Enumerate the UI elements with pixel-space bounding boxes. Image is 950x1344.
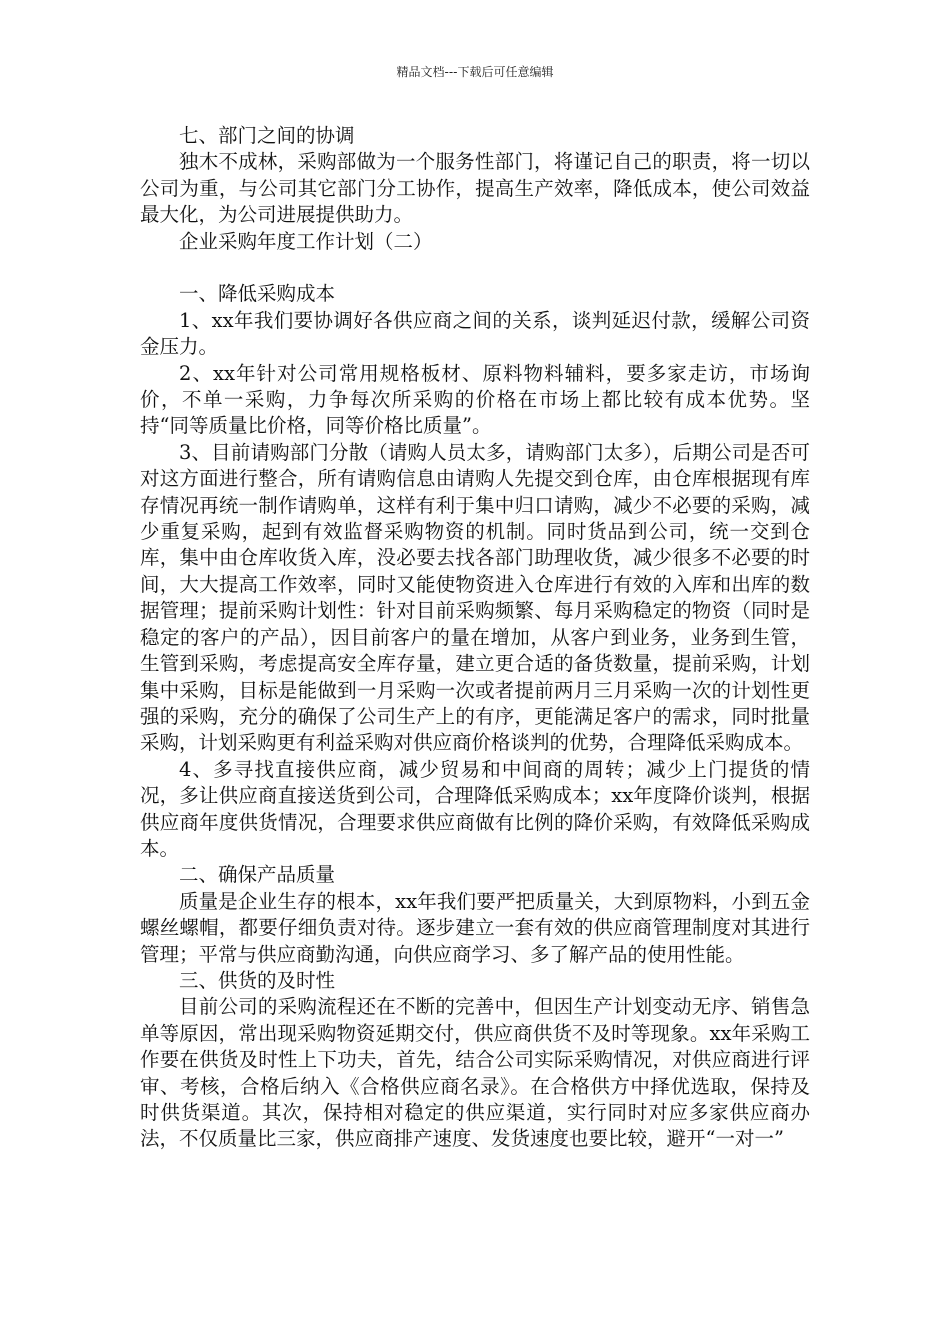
body-paragraph: 目前公司的采购流程还在不断的完善中，但因生产计划变动无序、销售急单等原因，常出现采购物资延期交付，供应商供货不及时等现象。xx年采购工作要在供货及时性上下功夫，首先，结合公司实际采购情况，对供应商进行评审、考核，合格后纳入《合格供应商名录》。在合格供方中择优选取，保持及时供货渠道。其次，保持相对稳定的供应渠道，实行同时对应多家供应商办法，不仅质量比三家，供应商排产速度、发货速度也要比较，避开“一对一” (140, 995, 810, 1151)
section-heading: 一、降低采购成本 (179, 282, 336, 306)
body-paragraph: 1、xx年我们要协调好各供应商之间的关系，谈判延迟付款，缓解公司资金压力。 (140, 308, 810, 359)
body-paragraph: 2、xx年针对公司常用规格板材、原料物料辅料，要多家走访，市场询价，不单一采购，力争每次所采购的价格在市场上都比较有成本优势。坚持“同等质量比价格，同等价格比质量”。 (140, 361, 810, 438)
blank-line (140, 255, 810, 281)
body-paragraph: 质量是企业生存的根本，xx年我们要严把质量关，大到原物料，小到五金螺丝螺帽，都要仔细负责对待。逐步建立一套有效的供应商管理制度对其进行管理；平常与供应商勤沟通，向供应商学习、多了解产品的使用性能。 (140, 889, 810, 966)
body-paragraph: 3、目前请购部门分散（请购人员太多，请购部门太多），后期公司是否可对这方面进行整合，所有请购信息由请购人先提交到仓库，由仓库根据现有库存情况再统一制作请购单，这样有利于集中归口请购，减少不必要的采购，减少重复采购，起到有效监督采购物资的机制。同时货品到公司，统一交到仓库，集中由仓库收货入库，没必要去找各部门助理收货，减少很多不必要的时间，大大提高工作效率，同时又能使物资进入仓库进行有效的入库和出库的数据管理；提前采购计划性：针对目前采购频繁、每月采购稳定的物资（同时是稳定的客户的产品），因目前客户的量在增加，从客户到业务，业务到生管，生管到采购，考虑提高安全库存量，建立更合适的备货数量，提前采购，计划集中采购，目标是能做到一月采购一次或者提前两月三月采购一次的计划性更强的采购，充分的确保了公司生产上的有序，更能满足客户的需求，同时批量采购，计划采购更有利益采购对供应商价格谈判的优势，合理降低采购成本。 (140, 440, 810, 755)
body-paragraph: 4、多寻找直接供应商，减少贸易和中间商的周转；减少上门提货的情况，多让供应商直接送货到公司，合理降低采购成本；xx年度降价谈判，根据供应商年度供货情况，合理要求供应商做有比例的降价采购，有效降低采购成本。 (140, 757, 810, 860)
document-body (140, 123, 810, 1153)
section-heading: 三、供货的及时性 (179, 968, 336, 992)
section-heading: 七、部门之间的协调 (179, 124, 355, 147)
section-heading: 二、确保产品质量 (179, 863, 336, 887)
page-header: 精品文档---下载后可任意编辑 (396, 65, 554, 79)
body-paragraph: 独木不成林，采购部做为一个服务性部门，将谨记自己的职责，将一切以公司为重，与公司其它部门分工协作，提高生产效率，降低成本，使公司效益最大化，为公司进展提供助力。 (140, 150, 810, 227)
document-subtitle: 企业采购年度工作计划（二） (179, 229, 433, 253)
